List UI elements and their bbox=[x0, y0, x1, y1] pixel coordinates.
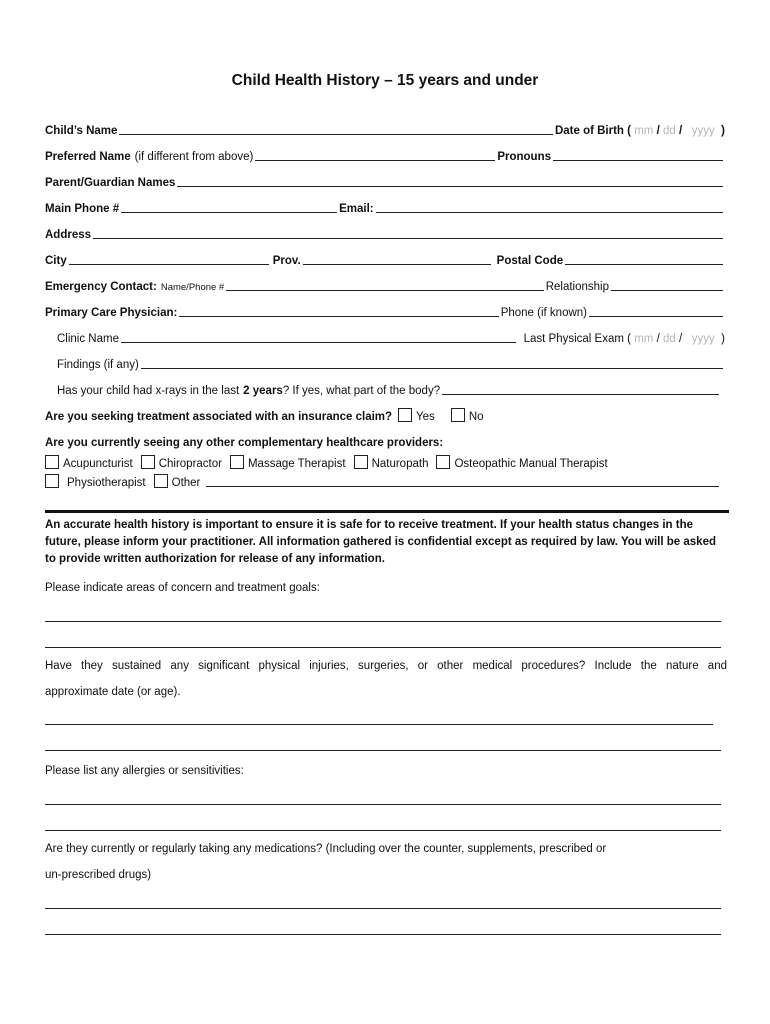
allergies-line-2[interactable] bbox=[45, 830, 721, 831]
prov-field[interactable] bbox=[303, 264, 491, 265]
injuries-question-line-2: approximate date (or age). bbox=[45, 686, 181, 698]
naturopath-label: Naturopath bbox=[371, 458, 429, 470]
preferred-name-field[interactable] bbox=[255, 160, 495, 161]
xray-label-post: ? If yes, what part of the body? bbox=[282, 385, 441, 397]
address-field[interactable] bbox=[93, 238, 723, 239]
email-field[interactable] bbox=[376, 212, 723, 213]
insurance-row bbox=[45, 407, 490, 423]
preferred-name-label: Preferred Name bbox=[45, 151, 131, 163]
dob-label: Date of Birth ( bbox=[554, 125, 631, 137]
child-name-row bbox=[45, 121, 725, 137]
physician-phone-field[interactable] bbox=[589, 316, 723, 317]
medications-question-line-2: un-prescribed drugs) bbox=[45, 869, 152, 881]
allergies-line-1[interactable] bbox=[45, 804, 721, 805]
city-label: City bbox=[45, 255, 67, 267]
emergency-note: Name/Phone # bbox=[160, 282, 225, 293]
naturopath-checkbox[interactable] bbox=[354, 455, 368, 469]
concerns-line-2[interactable] bbox=[45, 647, 721, 648]
relationship-label: Relationship bbox=[545, 281, 609, 293]
page-title: Child Health History – 15 years and under bbox=[231, 72, 539, 89]
pronouns-field[interactable] bbox=[553, 160, 723, 161]
parent-row bbox=[45, 173, 725, 189]
physiotherapist-label: Physiotherapist bbox=[67, 477, 146, 489]
dob-field[interactable]: mm / dd / yyyy ) bbox=[634, 125, 725, 137]
parent-field[interactable] bbox=[177, 186, 723, 187]
chiropractor-label: Chiropractor bbox=[158, 458, 222, 470]
concerns-line-1[interactable] bbox=[45, 621, 721, 622]
xray-label-pre: Has your child had x-rays in the last bbox=[57, 385, 240, 397]
xray-field[interactable] bbox=[442, 394, 719, 395]
xray-label-bold: 2 years bbox=[243, 385, 283, 397]
insurance-question: Are you seeking treatment associated with an insurance claim? bbox=[45, 411, 393, 423]
physician-row bbox=[45, 303, 725, 319]
emergency-field[interactable] bbox=[226, 290, 543, 291]
other-provider-field[interactable] bbox=[206, 486, 719, 487]
acupuncturist-checkbox[interactable] bbox=[45, 455, 59, 469]
acupuncturist-label: Acupuncturist bbox=[63, 458, 133, 470]
findings-field[interactable] bbox=[141, 368, 723, 369]
allergies-question: Please list any allergies or sensitivities: bbox=[45, 765, 244, 777]
xray-row bbox=[57, 381, 721, 397]
postal-code-field[interactable] bbox=[565, 264, 723, 265]
last-physical-label: Last Physical Exam ( bbox=[523, 333, 631, 345]
clinic-label: Clinic Name bbox=[57, 333, 119, 345]
city-field[interactable] bbox=[69, 264, 269, 265]
preferred-name-note: (if different from above) bbox=[134, 151, 254, 163]
findings-row bbox=[57, 355, 725, 371]
postal-code-label: Postal Code bbox=[496, 255, 564, 267]
last-physical-field[interactable]: mm / dd / yyyy ) bbox=[634, 333, 725, 345]
physiotherapist-checkbox[interactable] bbox=[45, 474, 59, 488]
city-row bbox=[45, 251, 725, 267]
address-label: Address bbox=[45, 229, 92, 241]
injuries-line-2[interactable] bbox=[45, 750, 721, 751]
relationship-field[interactable] bbox=[611, 290, 723, 291]
injuries-question-line-1: Have they sustained any significant physical injuries, surgeries, or other medical procedures? Include the nature and bbox=[45, 660, 727, 672]
address-row bbox=[45, 225, 725, 241]
osteopathic-label: Osteopathic Manual Therapist bbox=[454, 458, 608, 470]
parent-label: Parent/Guardian Names bbox=[45, 177, 176, 189]
physician-field[interactable] bbox=[179, 316, 498, 317]
emergency-row bbox=[45, 277, 725, 293]
email-label: Email: bbox=[339, 203, 374, 215]
preferred-name-row bbox=[45, 147, 725, 163]
providers-row-1 bbox=[45, 454, 614, 470]
medications-question-line-1: Are they currently or regularly taking any medications? (Including over the counter, supplements, prescribed or bbox=[45, 843, 607, 855]
massage-therapist-checkbox[interactable] bbox=[230, 455, 244, 469]
providers-question-row bbox=[45, 433, 443, 449]
medications-line-2[interactable] bbox=[45, 934, 721, 935]
osteopathic-checkbox[interactable] bbox=[436, 455, 450, 469]
insurance-no-checkbox[interactable] bbox=[451, 408, 465, 422]
insurance-no-label: No bbox=[468, 411, 484, 423]
child-name-field[interactable] bbox=[119, 134, 553, 135]
main-phone-label: Main Phone # bbox=[45, 203, 120, 215]
dob-yyyy: yyyy bbox=[691, 125, 715, 137]
child-name-label: Child’s Name bbox=[45, 125, 118, 137]
chiropractor-checkbox[interactable] bbox=[141, 455, 155, 469]
phone-email-row bbox=[45, 199, 725, 215]
providers-row-2 bbox=[45, 473, 721, 489]
emergency-label: Emergency Contact: bbox=[45, 281, 157, 293]
insurance-yes-checkbox[interactable] bbox=[398, 408, 412, 422]
massage-therapist-label: Massage Therapist bbox=[247, 458, 346, 470]
main-phone-field[interactable] bbox=[121, 212, 337, 213]
medications-line-1[interactable] bbox=[45, 908, 721, 909]
dob-mm: mm bbox=[634, 125, 654, 137]
pronouns-label: Pronouns bbox=[497, 151, 551, 163]
other-label: Other bbox=[171, 477, 201, 489]
clinic-field[interactable] bbox=[121, 342, 516, 343]
findings-label: Findings (if any) bbox=[57, 359, 139, 371]
prov-label: Prov. bbox=[272, 255, 301, 267]
providers-question: Are you currently seeing any other complementary healthcare providers: bbox=[45, 437, 444, 449]
insurance-yes-label: Yes bbox=[416, 411, 435, 423]
injuries-line-1[interactable] bbox=[45, 724, 713, 725]
other-checkbox[interactable] bbox=[154, 474, 168, 488]
clinic-row bbox=[57, 329, 725, 345]
concerns-question: Please indicate areas of concern and treatment goals: bbox=[45, 582, 320, 594]
dob-dd: dd bbox=[662, 125, 676, 137]
physician-label: Primary Care Physician: bbox=[45, 307, 178, 319]
confidentiality-notice: An accurate health history is important to ensure it is safe for to receive treatment. If your health status changes in the future, please inform your practitioner. All information gathered is confidential except as required by law. You will be asked to provide written authorization for release of any information. bbox=[45, 510, 729, 568]
physician-phone-label: Phone (if known) bbox=[500, 307, 587, 319]
